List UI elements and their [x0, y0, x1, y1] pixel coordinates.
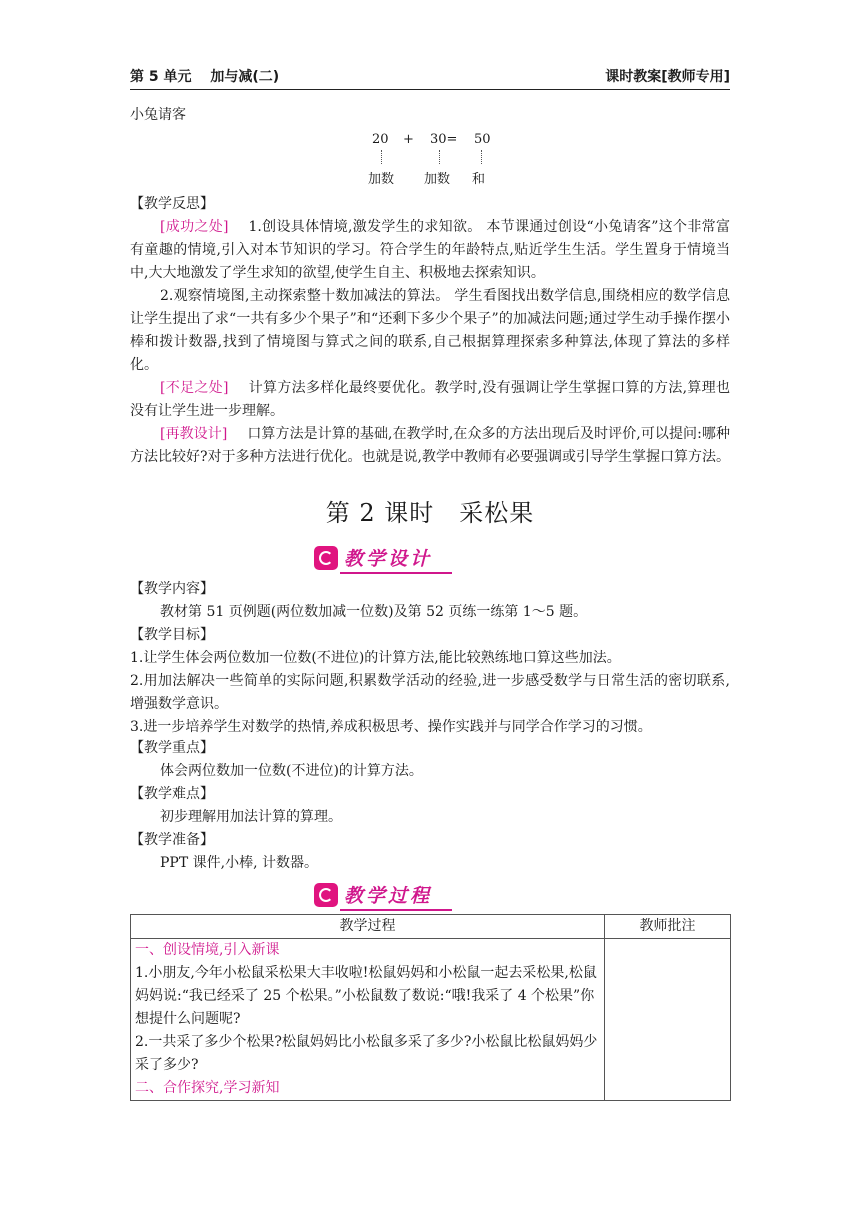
equation-sum: 50 — [474, 132, 491, 147]
design-banner — [314, 544, 454, 574]
page-header — [130, 66, 730, 88]
design-banner-underline — [340, 572, 452, 574]
difficulty-text: 初步理解用加法计算的算理。 — [160, 809, 342, 825]
goal-item-3: 3.进一步培养学生对数学的热情,养成积极思考、操作实践并与同学合作学习的习惯。 — [130, 719, 652, 735]
reflection-heading: 【教学反思】 — [130, 196, 214, 212]
goal-item-2: 2.用加法解决一些简单的实际问题,积累数学活动的经验,进一步感受数学与日常生活的密切联系,增强数学意识。 — [130, 673, 730, 712]
equation-dotline-a — [381, 150, 382, 164]
equation-label-c: 和 — [472, 172, 486, 187]
goal-item-1: 1.让学生体会两位数加一位数(不进位)的计算方法,能比较熟练地口算这些加法。 — [130, 650, 621, 666]
top-title: 小兔请客 — [130, 107, 186, 123]
equation-dotline-c — [481, 150, 482, 164]
notes-cell — [605, 939, 731, 1101]
swirl-logo-icon — [314, 883, 338, 907]
table-row — [131, 939, 731, 1101]
design-banner-text: 教学设计 — [344, 548, 433, 570]
reflection-success — [130, 216, 730, 285]
equation-label-a: 加数 — [368, 172, 395, 187]
section-1-title: 一、创设情境,引入新课 — [135, 942, 280, 958]
shortcoming-text: 计算方法多样化最终要优化。教学时,没有强调让学生掌握口算的方法,算理也没有让学生进一步理解。 — [130, 380, 730, 419]
reflection-redesign — [130, 423, 730, 469]
col-header-process: 教学过程 — [131, 915, 605, 939]
difficulty-heading: 【教学难点】 — [130, 786, 214, 802]
process-banner-text: 教学过程 — [344, 885, 433, 907]
key-heading: 【教学重点】 — [130, 740, 214, 756]
header-right-label: 课时教案[教师专用] — [605, 69, 730, 85]
key-text: 体会两位数加一位数(不进位)的计算方法。 — [160, 763, 423, 779]
header-unit-number: 第 5 单元 — [130, 69, 192, 85]
header-rule — [130, 89, 730, 90]
equation — [360, 130, 500, 190]
process-table — [130, 914, 731, 1101]
content-text: 教材第 51 页例题(两位数加减一位数)及第 52 页练一练第 1〜5 题。 — [160, 604, 588, 620]
header-unit-title: 加与减(二) — [210, 69, 280, 85]
success-paragraph-1: 1.创设具体情境,激发学生的求知欲。 本节课通过创设“小兔请客”这个非常富有童趣的情境,引入对本节知识的学习。符合学生的年龄特点,贴近学生生活。学生置身于情境当中,大大地激发了学生求知的欲望,使学生自主、积极地去探索知识。 — [130, 219, 730, 281]
content-heading: 【教学内容】 — [130, 581, 214, 597]
success-paragraph-2: 2.观察情境图,主动探索整十数加减法的算法。 学生看图找出数学信息,围绕相应的数学信息让学生提出了求“一共有多少个果子”和“还剩下多少个果子”的加减法问题;通过学生动手操作摆小棒和拨计数器,找到了情境图与算式之间的联系,自己根据算理探索多种算法,体现了算法的多样化。 — [130, 288, 730, 373]
shortcoming-tag: [不足之处] — [160, 380, 229, 396]
process-banner — [314, 881, 454, 911]
redesign-text: 口算方法是计算的基础,在教学时,在众多的方法出现后及时评价,可以提问:哪种方法比较好?对于多种方法进行优化。也就是说,教学中教师有必要强调或引导学生掌握口算方法。 — [130, 426, 730, 465]
process-paragraph-2: 2.一共采了多少个松果?松鼠妈妈比小松鼠多采了多少?小松鼠比松鼠妈妈少采了多少? — [135, 1034, 598, 1073]
prep-heading: 【教学准备】 — [130, 832, 214, 848]
equation-addend-b: 30= — [430, 132, 458, 147]
col-header-notes: 教师批注 — [605, 915, 731, 939]
goals-heading: 【教学目标】 — [130, 627, 214, 643]
success-tag: [成功之处] — [160, 219, 229, 235]
process-banner-underline — [340, 909, 452, 911]
reflection-shortcoming — [130, 377, 730, 423]
equation-addend-a: 20 — [372, 132, 389, 147]
table-header-row — [131, 915, 731, 939]
equation-dotline-b — [439, 150, 440, 164]
prep-text: PPT 课件,小棒, 计数器。 — [160, 855, 318, 871]
section-2-title: 二、合作探究,学习新知 — [135, 1080, 280, 1096]
process-paragraph-1: 1.小朋友,今年小松鼠采松果大丰收啦!松鼠妈妈和小松鼠一起去采松果,松鼠妈妈说:“我已经采了 25 个松果。”小松鼠数了数说:“哦!我采了 4 个松果”你想提什么问题呢? — [135, 965, 597, 1027]
redesign-tag: [再教设计] — [160, 426, 228, 442]
equation-label-b: 加数 — [424, 172, 451, 187]
header-unit — [130, 66, 279, 86]
equation-plus: + — [403, 132, 414, 147]
swirl-logo-icon — [314, 546, 338, 570]
process-cell — [131, 939, 605, 1101]
lesson-title: 第 2 课时 采松果 — [325, 499, 535, 527]
